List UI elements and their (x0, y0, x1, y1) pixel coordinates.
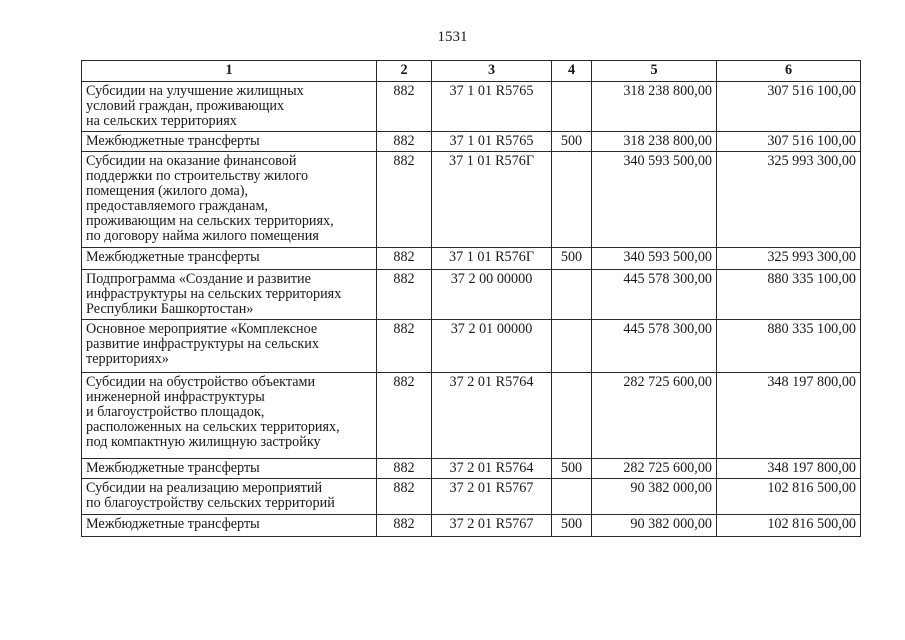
row-code: 37 1 01 R576Г (432, 152, 552, 248)
row-sum5: 445 578 300,00 (592, 270, 717, 320)
row-code: 37 2 01 R5764 (432, 373, 552, 459)
row-name: Субсидии на реализацию мероприятий по благоустройству сельских территорий (82, 479, 377, 515)
row-code: 37 2 01 R5767 (432, 515, 552, 537)
row-code: 37 1 01 R5765 (432, 82, 552, 132)
row-code: 37 2 01 R5764 (432, 459, 552, 479)
table-row (82, 320, 861, 373)
row-code: 37 2 01 00000 (432, 320, 552, 373)
row-code: 37 1 01 R576Г (432, 248, 552, 270)
row-type: 500 (552, 459, 592, 479)
row-type (552, 270, 592, 320)
row-sum6: 880 335 100,00 (717, 270, 861, 320)
row-grbs: 882 (377, 515, 432, 537)
row-sum6: 348 197 800,00 (717, 459, 861, 479)
row-sum6: 102 816 500,00 (717, 479, 861, 515)
row-sum6: 325 993 300,00 (717, 248, 861, 270)
row-type (552, 320, 592, 373)
row-grbs: 882 (377, 248, 432, 270)
row-name: Межбюджетные трансферты (82, 248, 377, 270)
row-type (552, 152, 592, 248)
row-sum5: 318 238 800,00 (592, 132, 717, 152)
row-sum5: 340 593 500,00 (592, 248, 717, 270)
table-row (82, 479, 861, 515)
table-row (82, 270, 861, 320)
row-type (552, 479, 592, 515)
row-type (552, 373, 592, 459)
column-header: 6 (717, 61, 861, 82)
row-name: Подпрограмма «Создание и развитие инфраструктуры на сельских территориях Республики Башкортостан» (82, 270, 377, 320)
row-sum6: 102 816 500,00 (717, 515, 861, 537)
row-code: 37 1 01 R5765 (432, 132, 552, 152)
budget-table (81, 60, 861, 537)
row-sum6: 348 197 800,00 (717, 373, 861, 459)
row-grbs: 882 (377, 132, 432, 152)
row-grbs: 882 (377, 82, 432, 132)
row-sum5: 340 593 500,00 (592, 152, 717, 248)
table-row (82, 82, 861, 132)
row-type: 500 (552, 132, 592, 152)
row-type (552, 82, 592, 132)
table-row (82, 459, 861, 479)
column-header: 2 (377, 61, 432, 82)
column-header: 3 (432, 61, 552, 82)
row-grbs: 882 (377, 373, 432, 459)
row-grbs: 882 (377, 270, 432, 320)
row-name: Субсидии на обустройство объектами инженерной инфраструктуры и благоустройство площадок, расположенных на сельских территориях, под компактную жилищную застройку (82, 373, 377, 459)
table-row (82, 152, 861, 248)
row-sum5: 90 382 000,00 (592, 479, 717, 515)
row-code: 37 2 00 00000 (432, 270, 552, 320)
table-row (82, 515, 861, 537)
row-type: 500 (552, 515, 592, 537)
row-sum6: 325 993 300,00 (717, 152, 861, 248)
row-code: 37 2 01 R5767 (432, 479, 552, 515)
header-row (82, 61, 861, 82)
row-grbs: 882 (377, 320, 432, 373)
row-sum5: 282 725 600,00 (592, 373, 717, 459)
row-grbs: 882 (377, 479, 432, 515)
row-name: Субсидии на оказание финансовой поддержки по строительству жилого помещения (жилого дома), предоставляемого гражданам, проживающим на сельских территориях, по договору найма жилого помещения (82, 152, 377, 248)
row-sum5: 318 238 800,00 (592, 82, 717, 132)
row-name: Основное мероприятие «Комплексное развитие инфраструктуры на сельских территориях» (82, 320, 377, 373)
row-type: 500 (552, 248, 592, 270)
column-header: 4 (552, 61, 592, 82)
table-row (82, 132, 861, 152)
row-name: Межбюджетные трансферты (82, 515, 377, 537)
row-grbs: 882 (377, 152, 432, 248)
row-name: Межбюджетные трансферты (82, 459, 377, 479)
row-sum6: 880 335 100,00 (717, 320, 861, 373)
row-sum6: 307 516 100,00 (717, 82, 861, 132)
table-row (82, 248, 861, 270)
page-number: 1531 (437, 29, 468, 45)
row-name: Межбюджетные трансферты (82, 132, 377, 152)
row-sum5: 90 382 000,00 (592, 515, 717, 537)
row-sum5: 282 725 600,00 (592, 459, 717, 479)
column-header: 1 (82, 61, 377, 82)
row-sum6: 307 516 100,00 (717, 132, 861, 152)
column-header: 5 (592, 61, 717, 82)
table-row (82, 373, 861, 459)
row-sum5: 445 578 300,00 (592, 320, 717, 373)
row-name: Субсидии на улучшение жилищных условий граждан, проживающих на сельских территориях (82, 82, 377, 132)
row-grbs: 882 (377, 459, 432, 479)
